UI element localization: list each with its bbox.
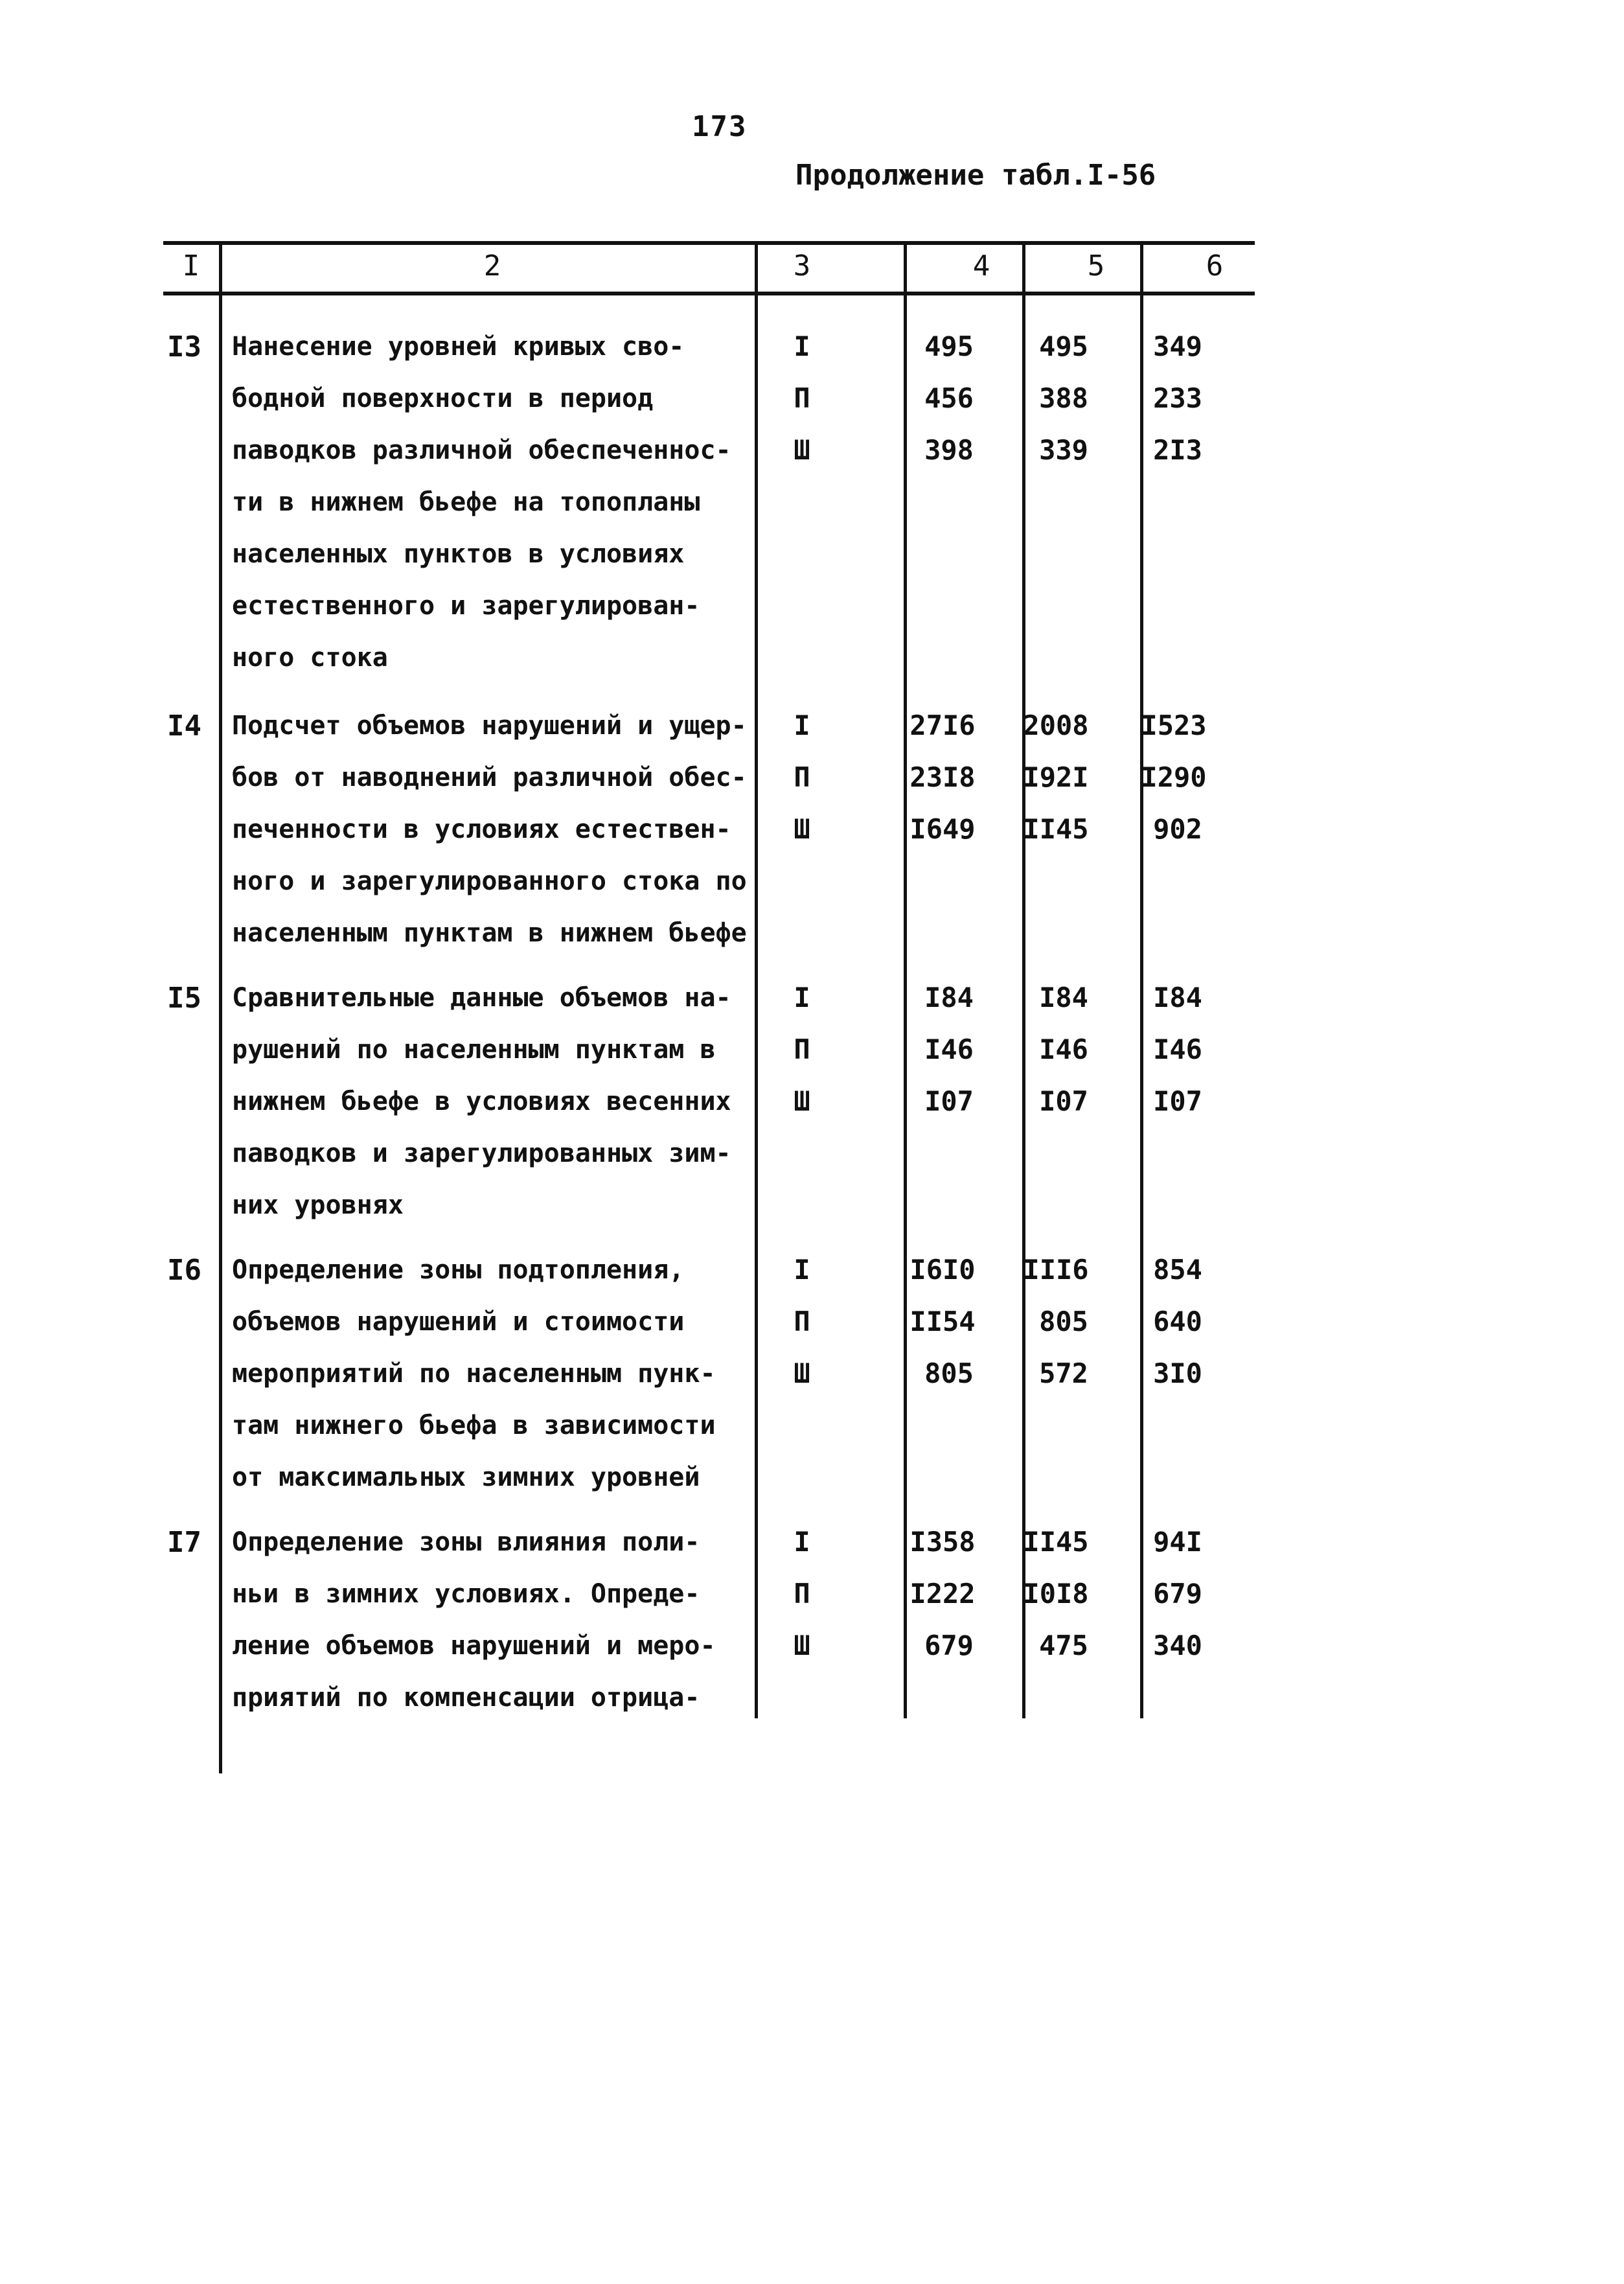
description-line: бов от наводнений различной обес- — [232, 763, 747, 792]
description-line: от максимальных зимних уровней — [232, 1462, 700, 1492]
value-cell-col6: 2I3 — [1153, 434, 1202, 466]
description-line: Нанесение уровней кривых сво- — [232, 332, 685, 362]
description-line: паводков различной обеспеченнос- — [232, 435, 731, 465]
column-divider-3 — [904, 241, 907, 1718]
page-number: 173 — [692, 110, 748, 143]
category-cell: Ш — [794, 813, 810, 845]
description-line: паводков и зарегулированных зим- — [232, 1138, 731, 1168]
value-cell-col4: I6I0 — [909, 1254, 976, 1286]
header-bottom-rule — [163, 292, 1255, 295]
value-cell-col4: 679 — [924, 1630, 974, 1661]
value-cell-col5: III6 — [1023, 1254, 1089, 1286]
table-top-rule — [163, 241, 1255, 245]
row-number: I5 — [167, 982, 201, 1015]
value-cell-col4: 456 — [924, 382, 974, 414]
value-cell-col6: I84 — [1153, 982, 1202, 1013]
category-cell: I — [794, 1526, 810, 1558]
row-description — [232, 700, 750, 959]
column-header-3: 3 — [793, 249, 811, 283]
category-cell: I — [794, 1254, 810, 1286]
value-cell-col6: I290 — [1141, 761, 1207, 793]
value-cell-col6: I46 — [1153, 1033, 1202, 1065]
category-cell: I — [794, 330, 810, 362]
category-cell: Ш — [794, 1357, 810, 1389]
row-description — [232, 1244, 750, 1503]
value-cell-col4: I358 — [909, 1526, 976, 1558]
row-number: I7 — [167, 1526, 201, 1559]
description-line: ти в нижнем бьефе на топопланы — [232, 487, 700, 517]
description-line: Подсчет объемов нарушений и ущер- — [232, 711, 747, 741]
value-cell-col6: 679 — [1153, 1578, 1202, 1609]
value-cell-col4: II54 — [909, 1306, 976, 1337]
column-header-4: 4 — [972, 249, 990, 283]
row-description — [232, 321, 750, 684]
value-cell-col5: 805 — [1039, 1306, 1088, 1337]
row-number: I4 — [167, 709, 201, 743]
value-cell-col4: 27I6 — [909, 709, 976, 741]
description-line: там нижнего бьефа в зависимости — [232, 1411, 716, 1440]
row-description — [232, 972, 750, 1231]
row-number: I3 — [167, 330, 201, 363]
category-cell: П — [794, 1306, 810, 1337]
description-line: естественного и зарегулирован- — [232, 591, 700, 621]
description-line: ньи в зимних условиях. Опреде- — [232, 1579, 700, 1609]
value-cell-col4: I84 — [924, 982, 974, 1013]
category-cell: Ш — [794, 434, 810, 466]
category-cell: П — [794, 382, 810, 414]
value-cell-col6: I523 — [1141, 709, 1207, 741]
value-cell-col4: 398 — [924, 434, 974, 466]
description-line: Определение зоны подтопления, — [232, 1255, 685, 1285]
column-divider-2 — [755, 241, 758, 1718]
value-cell-col6: 340 — [1153, 1630, 1202, 1661]
value-cell-col6: 902 — [1153, 813, 1202, 845]
description-line: Сравнительные данные объемов на- — [232, 983, 731, 1013]
description-line: приятий по компенсации отрица- — [232, 1683, 700, 1713]
row-description — [232, 1516, 750, 1724]
description-line: населенных пунктов в условиях — [232, 539, 685, 569]
column-header-1: I — [182, 249, 200, 283]
description-line: Определение зоны влияния поли- — [232, 1527, 700, 1557]
description-line: ление объемов нарушений и меро- — [232, 1631, 716, 1661]
category-cell: П — [794, 761, 810, 793]
value-cell-col5: I46 — [1039, 1033, 1088, 1065]
value-cell-col4: 805 — [924, 1357, 974, 1389]
value-cell-col5: II45 — [1023, 813, 1089, 845]
category-cell: П — [794, 1033, 810, 1065]
value-cell-col5: 475 — [1039, 1630, 1088, 1661]
value-cell-col5: 339 — [1039, 434, 1088, 466]
value-cell-col4: I07 — [924, 1085, 974, 1117]
column-divider-4 — [1022, 241, 1025, 1718]
description-line: печенности в условиях естествен- — [232, 814, 731, 844]
value-cell-col4: I222 — [909, 1578, 976, 1609]
value-cell-col5: I84 — [1039, 982, 1088, 1013]
column-header-2: 2 — [483, 249, 501, 283]
value-cell-col5: I07 — [1039, 1085, 1088, 1117]
description-line: них уровнях — [232, 1190, 404, 1220]
category-cell: П — [794, 1578, 810, 1609]
description-line: ного и зарегулированного стока по — [232, 866, 747, 896]
description-line: населенным пунктам в нижнем бьефе — [232, 918, 747, 948]
value-cell-col5: I0I8 — [1023, 1578, 1089, 1609]
value-cell-col4: 23I8 — [909, 761, 976, 793]
description-line: ного стока — [232, 643, 388, 673]
description-line: объемов нарушений и стоимости — [232, 1307, 685, 1337]
description-line: бодной поверхности в период — [232, 384, 654, 413]
column-divider-1 — [219, 241, 222, 1773]
value-cell-col6: 640 — [1153, 1306, 1202, 1337]
value-cell-col5: 2008 — [1023, 709, 1089, 741]
value-cell-col6: I07 — [1153, 1085, 1202, 1117]
category-cell: I — [794, 709, 810, 741]
column-header-5: 5 — [1087, 249, 1105, 283]
value-cell-col6: 349 — [1153, 330, 1202, 362]
value-cell-col4: I46 — [924, 1033, 974, 1065]
value-cell-col4: I649 — [909, 813, 976, 845]
value-cell-col6: 854 — [1153, 1254, 1202, 1286]
value-cell-col4: 495 — [924, 330, 974, 362]
category-cell: Ш — [794, 1630, 810, 1661]
value-cell-col6: 94I — [1153, 1526, 1202, 1558]
value-cell-col5: I92I — [1023, 761, 1089, 793]
description-line: нижнем бьефе в условиях весенних — [232, 1087, 731, 1116]
category-cell: I — [794, 982, 810, 1013]
value-cell-col5: 388 — [1039, 382, 1088, 414]
column-header-6: 6 — [1206, 249, 1224, 283]
column-divider-5 — [1140, 241, 1143, 1718]
value-cell-col5: 495 — [1039, 330, 1088, 362]
description-line: рушений по населенным пунктам в — [232, 1035, 716, 1065]
value-cell-col5: 572 — [1039, 1357, 1088, 1389]
value-cell-col6: 233 — [1153, 382, 1202, 414]
category-cell: Ш — [794, 1085, 810, 1117]
table-continuation-caption: Продолжение табл.I-56 — [795, 159, 1156, 192]
value-cell-col6: 3I0 — [1153, 1357, 1202, 1389]
description-line: мероприятий по населенным пунк- — [232, 1359, 716, 1389]
row-number: I6 — [167, 1254, 201, 1287]
value-cell-col5: II45 — [1023, 1526, 1089, 1558]
